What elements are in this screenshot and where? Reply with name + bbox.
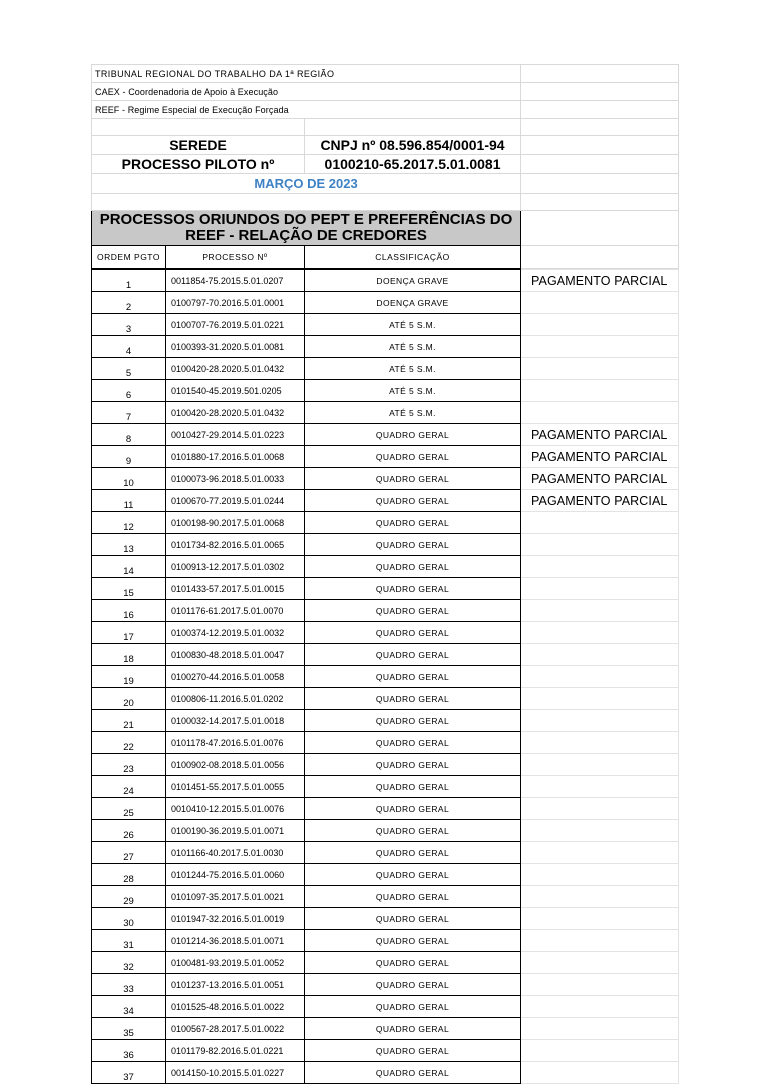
classification-cell: ATÉ 5 S.M.: [305, 358, 521, 380]
classification-cell: ATÉ 5 S.M.: [305, 380, 521, 402]
payment-note-cell: [521, 996, 679, 1018]
order-cell: 5: [92, 358, 166, 380]
process-number-cell: 0100567-28.2017.5.01.0022: [166, 1018, 305, 1040]
section-title: PROCESSOS ORIUNDOS DO PEPT E PREFERÊNCIAS DO REEF - RELAÇÃO DE CREDORES: [92, 211, 521, 246]
process-number-cell: 0100797-70.2016.5.01.0001: [166, 292, 305, 314]
table-row: [92, 666, 679, 688]
table-row: [92, 974, 679, 996]
order-cell: 20: [92, 688, 166, 710]
table-row: [92, 996, 679, 1018]
process-number-cell: 0100393-31.2020.5.01.0081: [166, 336, 305, 358]
table-row: [92, 622, 679, 644]
order-cell: 25: [92, 798, 166, 820]
classification-cell: QUADRO GERAL: [305, 864, 521, 886]
table-row: [92, 512, 679, 534]
payment-note-cell: [521, 336, 679, 358]
table-row: [92, 864, 679, 886]
classification-cell: ATÉ 5 S.M.: [305, 402, 521, 424]
pilot-label: PROCESSO PILOTO nº: [92, 155, 305, 174]
caex-line: CAEX - Coordenadoria de Apoio à Execução: [92, 83, 521, 101]
classification-cell: QUADRO GERAL: [305, 930, 521, 952]
process-number-cell: 0101451-55.2017.5.01.0055: [166, 776, 305, 798]
classification-cell: QUADRO GERAL: [305, 952, 521, 974]
order-cell: 28: [92, 864, 166, 886]
classification-cell: QUADRO GERAL: [305, 908, 521, 930]
company-name: SEREDE: [92, 136, 305, 155]
col-header-process: PROCESSO Nº: [166, 246, 305, 269]
reef-line: REEF - Regime Especial de Execução Forçada: [92, 101, 521, 119]
classification-cell: QUADRO GERAL: [305, 578, 521, 600]
classification-cell: ATÉ 5 S.M.: [305, 314, 521, 336]
process-number-cell: 0101734-82.2016.5.01.0065: [166, 534, 305, 556]
classification-cell: QUADRO GERAL: [305, 1062, 521, 1084]
order-cell: 36: [92, 1040, 166, 1062]
table-row: [92, 732, 679, 754]
payment-note-cell: [521, 974, 679, 996]
payment-note-cell: [521, 864, 679, 886]
table-row: [92, 402, 679, 424]
table-row: [92, 798, 679, 820]
table-row: [92, 776, 679, 798]
order-cell: 2: [92, 292, 166, 314]
order-cell: 4: [92, 336, 166, 358]
table-row: [92, 886, 679, 908]
order-cell: 29: [92, 886, 166, 908]
process-number-cell: 0100830-48.2018.5.01.0047: [166, 644, 305, 666]
order-cell: 24: [92, 776, 166, 798]
order-cell: 8: [92, 424, 166, 446]
table-row: [92, 534, 679, 556]
classification-cell: QUADRO GERAL: [305, 446, 521, 468]
order-cell: 27: [92, 842, 166, 864]
report-month: MARÇO DE 2023: [92, 174, 521, 194]
order-cell: 30: [92, 908, 166, 930]
order-cell: 9: [92, 446, 166, 468]
classification-cell: QUADRO GERAL: [305, 490, 521, 512]
payment-note-cell: [521, 908, 679, 930]
process-number-cell: 0100032-14.2017.5.01.0018: [166, 710, 305, 732]
process-number-cell: 0101433-57.2017.5.01.0015: [166, 578, 305, 600]
table-row: [92, 1062, 679, 1084]
classification-cell: DOENÇA GRAVE: [305, 270, 521, 292]
payment-note-cell: [521, 512, 679, 534]
table-row: [92, 820, 679, 842]
process-number-cell: 0101947-32.2016.5.01.0019: [166, 908, 305, 930]
process-number-cell: 0101237-13.2016.5.01.0051: [166, 974, 305, 996]
process-number-cell: 0010427-29.2014.5.01.0223: [166, 424, 305, 446]
payment-note-cell: [521, 644, 679, 666]
col-header-classification: CLASSIFICAÇÃO: [305, 246, 521, 269]
process-number-cell: 0101178-47.2016.5.01.0076: [166, 732, 305, 754]
order-cell: 12: [92, 512, 166, 534]
order-cell: 33: [92, 974, 166, 996]
payment-note-cell: [521, 358, 679, 380]
payment-note-cell: [521, 1062, 679, 1084]
classification-cell: DOENÇA GRAVE: [305, 292, 521, 314]
table-row: [92, 1018, 679, 1040]
tribunal-name: TRIBUNAL REGIONAL DO TRABALHO DA 1ª REGIÃO: [92, 65, 521, 83]
order-cell: 17: [92, 622, 166, 644]
process-number-cell: 0100190-36.2019.5.01.0071: [166, 820, 305, 842]
classification-cell: QUADRO GERAL: [305, 1040, 521, 1062]
classification-cell: QUADRO GERAL: [305, 842, 521, 864]
table-row: [92, 688, 679, 710]
table-row: [92, 468, 679, 490]
order-cell: 21: [92, 710, 166, 732]
order-cell: 23: [92, 754, 166, 776]
payment-note-cell: [521, 292, 679, 314]
classification-cell: QUADRO GERAL: [305, 622, 521, 644]
payment-note-cell: [521, 600, 679, 622]
classification-cell: QUADRO GERAL: [305, 798, 521, 820]
order-cell: 7: [92, 402, 166, 424]
order-cell: 18: [92, 644, 166, 666]
creditors-table: [91, 269, 679, 1084]
order-cell: 3: [92, 314, 166, 336]
pilot-number: 0100210-65.2017.5.01.0081: [305, 155, 521, 174]
payment-note-cell: [521, 842, 679, 864]
order-cell: 10: [92, 468, 166, 490]
process-number-cell: 0014150-10.2015.5.01.0227: [166, 1062, 305, 1084]
payment-note-cell: PAGAMENTO PARCIAL: [521, 468, 679, 490]
process-number-cell: 0100198-90.2017.5.01.0068: [166, 512, 305, 534]
classification-cell: QUADRO GERAL: [305, 886, 521, 908]
order-cell: 6: [92, 380, 166, 402]
classification-cell: QUADRO GERAL: [305, 732, 521, 754]
spreadsheet: [91, 64, 678, 1084]
payment-note-cell: [521, 556, 679, 578]
classification-cell: QUADRO GERAL: [305, 776, 521, 798]
process-number-cell: 0100806-11.2016.5.01.0202: [166, 688, 305, 710]
process-number-cell: 0011854-75.2015.5.01.0207: [166, 270, 305, 292]
process-number-cell: 0100420-28.2020.5.01.0432: [166, 402, 305, 424]
order-cell: 32: [92, 952, 166, 974]
process-number-cell: 0100374-12.2019.5.01.0032: [166, 622, 305, 644]
process-number-cell: 0100670-77.2019.5.01.0244: [166, 490, 305, 512]
table-row: [92, 842, 679, 864]
table-row: [92, 292, 679, 314]
table-row: [92, 556, 679, 578]
table-row: [92, 644, 679, 666]
payment-note-cell: [521, 710, 679, 732]
classification-cell: QUADRO GERAL: [305, 996, 521, 1018]
classification-cell: QUADRO GERAL: [305, 754, 521, 776]
process-number-cell: 0100420-28.2020.5.01.0432: [166, 358, 305, 380]
payment-note-cell: [521, 1040, 679, 1062]
order-cell: 14: [92, 556, 166, 578]
table-row: [92, 380, 679, 402]
classification-cell: QUADRO GERAL: [305, 534, 521, 556]
classification-cell: QUADRO GERAL: [305, 666, 521, 688]
payment-note-cell: [521, 776, 679, 798]
order-cell: 34: [92, 996, 166, 1018]
table-row: [92, 754, 679, 776]
classification-cell: QUADRO GERAL: [305, 688, 521, 710]
table-row: [92, 710, 679, 732]
payment-note-cell: PAGAMENTO PARCIAL: [521, 446, 679, 468]
payment-note-cell: [521, 314, 679, 336]
process-number-cell: 0100902-08.2018.5.01.0056: [166, 754, 305, 776]
payment-note-cell: PAGAMENTO PARCIAL: [521, 490, 679, 512]
process-number-cell: 0100481-93.2019.5.01.0052: [166, 952, 305, 974]
order-cell: 1: [92, 270, 166, 292]
table-row: [92, 952, 679, 974]
payment-note-cell: [521, 754, 679, 776]
payment-note-cell: [521, 798, 679, 820]
payment-note-cell: [521, 820, 679, 842]
process-number-cell: 0101244-75.2016.5.01.0060: [166, 864, 305, 886]
order-cell: 19: [92, 666, 166, 688]
table-row: [92, 600, 679, 622]
table-row: [92, 314, 679, 336]
classification-cell: ATÉ 5 S.M.: [305, 336, 521, 358]
table-row: [92, 578, 679, 600]
classification-cell: QUADRO GERAL: [305, 600, 521, 622]
classification-cell: QUADRO GERAL: [305, 644, 521, 666]
process-number-cell: 0101880-17.2016.5.01.0068: [166, 446, 305, 468]
table-row: [92, 446, 679, 468]
payment-note-cell: [521, 622, 679, 644]
process-number-cell: 0100913-12.2017.5.01.0302: [166, 556, 305, 578]
payment-note-cell: [521, 534, 679, 556]
payment-note-cell: [521, 732, 679, 754]
payment-note-cell: PAGAMENTO PARCIAL: [521, 270, 679, 292]
classification-cell: QUADRO GERAL: [305, 1018, 521, 1040]
order-cell: 37: [92, 1062, 166, 1084]
payment-note-cell: [521, 952, 679, 974]
table-row: [92, 336, 679, 358]
process-number-cell: 0101097-35.2017.5.01.0021: [166, 886, 305, 908]
classification-cell: QUADRO GERAL: [305, 820, 521, 842]
process-number-cell: 0101214-36.2018.5.01.0071: [166, 930, 305, 952]
payment-note-cell: [521, 930, 679, 952]
header-table: [91, 64, 679, 269]
col-header-order: ORDEM PGTO: [92, 246, 166, 269]
process-number-cell: 0101166-40.2017.5.01.0030: [166, 842, 305, 864]
order-cell: 16: [92, 600, 166, 622]
table-row: [92, 358, 679, 380]
order-cell: 26: [92, 820, 166, 842]
process-number-cell: 0101540-45.2019.501.0205: [166, 380, 305, 402]
company-cnpj: CNPJ nº 08.596.854/0001-94: [305, 136, 521, 155]
order-cell: 13: [92, 534, 166, 556]
payment-note-cell: [521, 1018, 679, 1040]
order-cell: 15: [92, 578, 166, 600]
process-number-cell: 0010410-12.2015.5.01.0076: [166, 798, 305, 820]
table-row: [92, 424, 679, 446]
order-cell: 31: [92, 930, 166, 952]
payment-note-cell: [521, 402, 679, 424]
payment-note-cell: [521, 886, 679, 908]
table-row: [92, 930, 679, 952]
process-number-cell: 0100073-96.2018.5.01.0033: [166, 468, 305, 490]
classification-cell: QUADRO GERAL: [305, 556, 521, 578]
table-row: [92, 1040, 679, 1062]
classification-cell: QUADRO GERAL: [305, 424, 521, 446]
classification-cell: QUADRO GERAL: [305, 974, 521, 996]
payment-note-cell: [521, 380, 679, 402]
classification-cell: QUADRO GERAL: [305, 710, 521, 732]
process-number-cell: 0100707-76.2019.5.01.0221: [166, 314, 305, 336]
process-number-cell: 0101176-61.2017.5.01.0070: [166, 600, 305, 622]
process-number-cell: 0101525-48.2016.5.01.0022: [166, 996, 305, 1018]
classification-cell: QUADRO GERAL: [305, 468, 521, 490]
order-cell: 22: [92, 732, 166, 754]
process-number-cell: 0101179-82.2016.5.01.0221: [166, 1040, 305, 1062]
table-row: [92, 490, 679, 512]
process-number-cell: 0100270-44.2016.5.01.0058: [166, 666, 305, 688]
table-row: [92, 908, 679, 930]
payment-note-cell: [521, 688, 679, 710]
order-cell: 35: [92, 1018, 166, 1040]
payment-note-cell: PAGAMENTO PARCIAL: [521, 424, 679, 446]
order-cell: 11: [92, 490, 166, 512]
table-row: [92, 270, 679, 292]
payment-note-cell: [521, 666, 679, 688]
payment-note-cell: [521, 578, 679, 600]
classification-cell: QUADRO GERAL: [305, 512, 521, 534]
